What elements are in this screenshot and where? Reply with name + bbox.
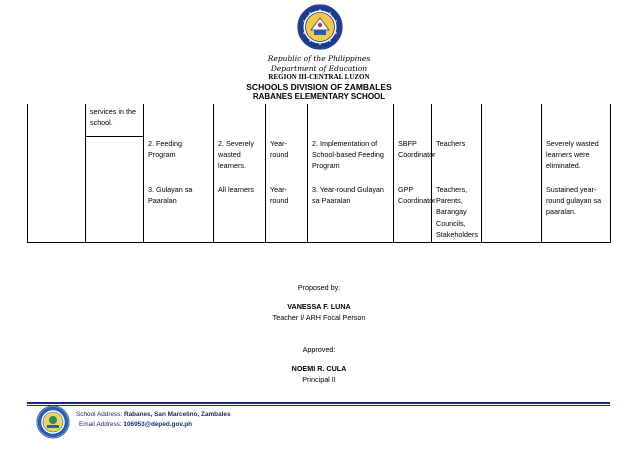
- table-cell: [432, 104, 482, 136]
- table-cell: Sustained year-round gulayan sa paaralan.: [542, 182, 611, 243]
- table-cell: 3. Gulayan sa Paaralan: [144, 182, 214, 243]
- table-cell: All learners: [214, 182, 266, 243]
- table-cell: 2. Feeding Program: [144, 136, 214, 182]
- approved-title: Principal II: [302, 375, 336, 384]
- email-value: 106953@deped.gov.ph: [123, 421, 193, 428]
- table-cell: [394, 104, 432, 136]
- table-cell: [86, 182, 144, 243]
- footer-divider-thin: [27, 405, 610, 406]
- table-cell: [266, 104, 308, 136]
- table-cell: SBFP Coordinator: [394, 136, 432, 182]
- deped-seal-logo: [297, 4, 343, 50]
- address-label: School Address:: [76, 411, 123, 418]
- footer-divider: [27, 402, 610, 404]
- table-cell: [482, 104, 542, 136]
- approved-label: Approved:: [302, 345, 336, 354]
- table-cell: [144, 104, 214, 136]
- table-cell: [28, 182, 86, 243]
- header-region: REGION III-CENTRAL LUZON: [268, 73, 370, 81]
- table-cell: Teachers: [432, 136, 482, 182]
- footer-school-address: [76, 411, 231, 418]
- table-row: [28, 182, 611, 243]
- table-cell: [482, 136, 542, 182]
- table-cell: [308, 104, 394, 136]
- table-cell: 3. Year-round Gulayan sa Paaralan: [308, 182, 394, 243]
- header-division: SCHOOLS DIVISION OF ZAMBALES: [246, 82, 392, 92]
- table-cell: Year-round: [266, 182, 308, 243]
- footer-email-address: [79, 421, 192, 428]
- header-republic: Republic of the Philippines: [267, 54, 371, 63]
- table-cell: services in the school.: [86, 104, 144, 136]
- action-plan-table: [27, 104, 611, 243]
- table-cell: Teachers, Parents, Barangay Councils, Stakeholders: [432, 182, 482, 243]
- table-cell: Year-round: [266, 136, 308, 182]
- header-department: Department of Education: [270, 64, 368, 73]
- table-row: [28, 104, 611, 136]
- header-school: RABANES ELEMENTARY SCHOOL: [252, 92, 386, 101]
- approved-name: NOEMI R. CULA: [291, 364, 347, 373]
- table-cell: [28, 104, 86, 136]
- table-cell: [542, 104, 611, 136]
- school-seal-logo: [36, 405, 70, 439]
- table-cell: [28, 136, 86, 182]
- address-value: Rabanes, San Marcelino, Zambales: [123, 411, 231, 418]
- table-cell: Severely wasted learners were eliminated.: [542, 136, 611, 182]
- table-cell: [482, 182, 542, 243]
- table-cell: [86, 136, 144, 182]
- proposed-by-name: VANESSA F. LUNA: [287, 302, 351, 311]
- table-cell: [214, 104, 266, 136]
- email-label: Email Address:: [79, 421, 122, 428]
- proposed-by-label: Proposed by:: [297, 283, 341, 292]
- table-cell: GPP Coordinator: [394, 182, 432, 243]
- proposed-by-title: Teacher I/ ARH Focal Person: [272, 313, 366, 322]
- table-row: [28, 136, 611, 182]
- table-cell: 2. Severely wasted learners.: [214, 136, 266, 182]
- table-cell: 2. Implementation of School-based Feeding Program: [308, 136, 394, 182]
